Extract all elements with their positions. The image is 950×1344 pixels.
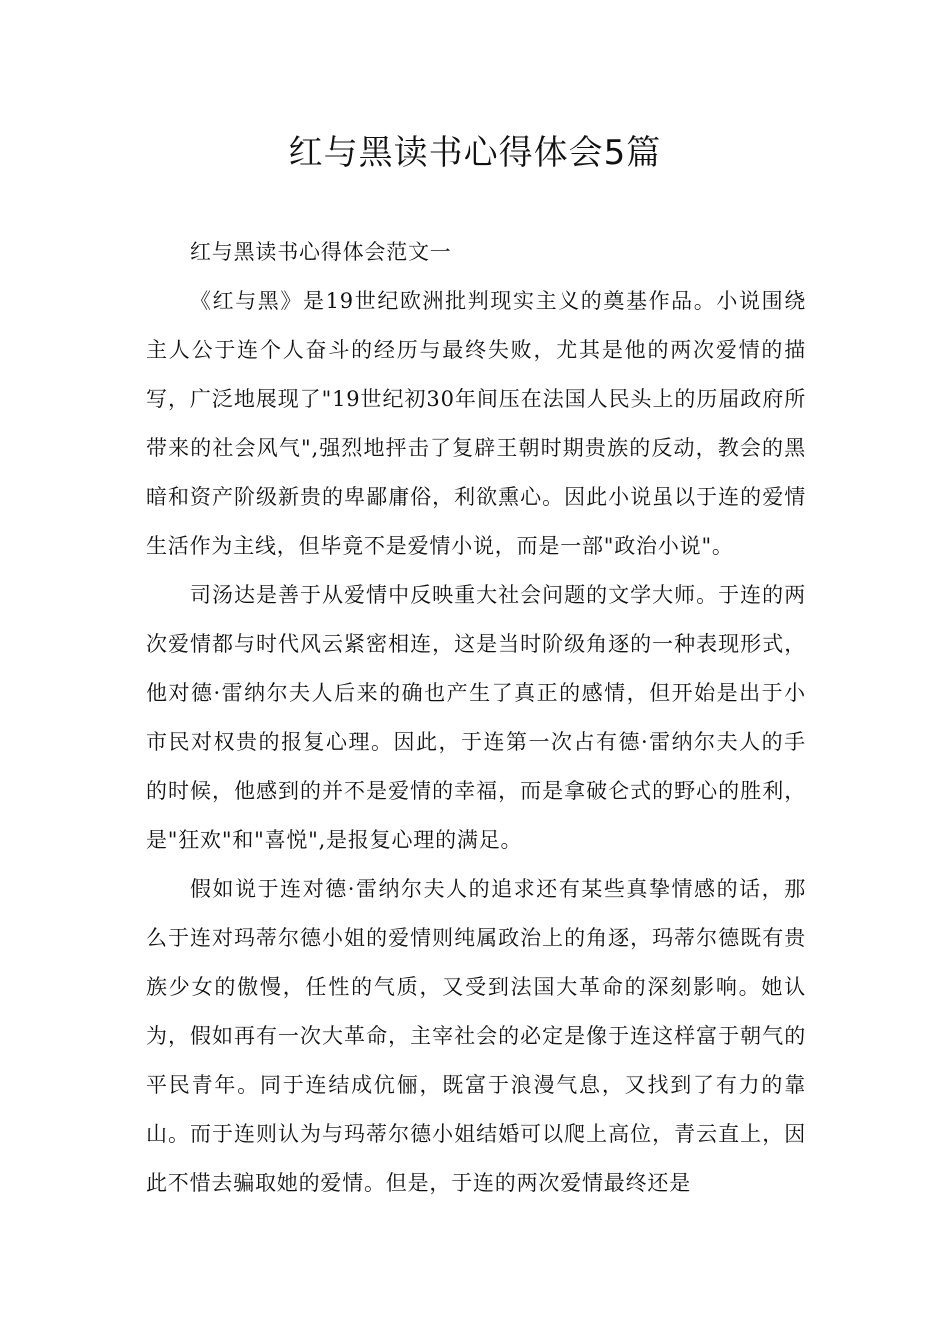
document-body [146, 228, 806, 1208]
body-paragraph-3: 假如说于连对德·雷纳尔夫人的追求还有某些真挚情感的话，那么于连对玛蒂尔德小姐的爱情则纯属政治上的角逐，玛蒂尔德既有贵族少女的傲慢，任性的气质，又受到法国大革命的深刻影响。她认为，假如再有一次大革命，主宰社会的必定是像于连这样富于朝气的平民青年。同于连结成伉俪，既富于浪漫气息，又找到了有力的靠山。而于连则认为与玛蒂尔德小姐结婚可以爬上高位，青云直上，因此不惜去骗取她的爱情。但是，于连的两次爱情最终还是 [146, 877, 806, 1195]
body-paragraph-1: 《红与黑》是19世纪欧洲批判现实主义的奠基作品。小说围绕主人公于连个人奋斗的经历与最终失败，尤其是他的两次爱情的描写，广泛地展现了"19世纪初30年间压在法国人民头上的历届政府所带来的社会风气",强烈地抨击了复辟王朝时期贵族的反动，教会的黑暗和资产阶级新贵的卑鄙庸俗，利欲熏心。因此小说虽以于连的爱情生活作为主线，但毕竟不是爱情小说，而是一部"政治小说"。 [146, 289, 806, 558]
body-paragraph-2: 司汤达是善于从爱情中反映重大社会问题的文学大师。于连的两次爱情都与时代风云紧密相连，这是当时阶级角逐的一种表现形式，他对德·雷纳尔夫人后来的确也产生了真正的感情，但开始是出于小市民对权贵的报复心理。因此，于连第一次占有德·雷纳尔夫人的手的时候，他感到的并不是爱情的幸福，而是拿破仑式的野心的胜利，是"狂欢"和"喜悦",是报复心理的满足。 [146, 583, 806, 852]
section-heading: 红与黑读书心得体会范文一 [190, 240, 452, 264]
document-title: 红与黑读书心得体会5篇 [288, 133, 662, 173]
